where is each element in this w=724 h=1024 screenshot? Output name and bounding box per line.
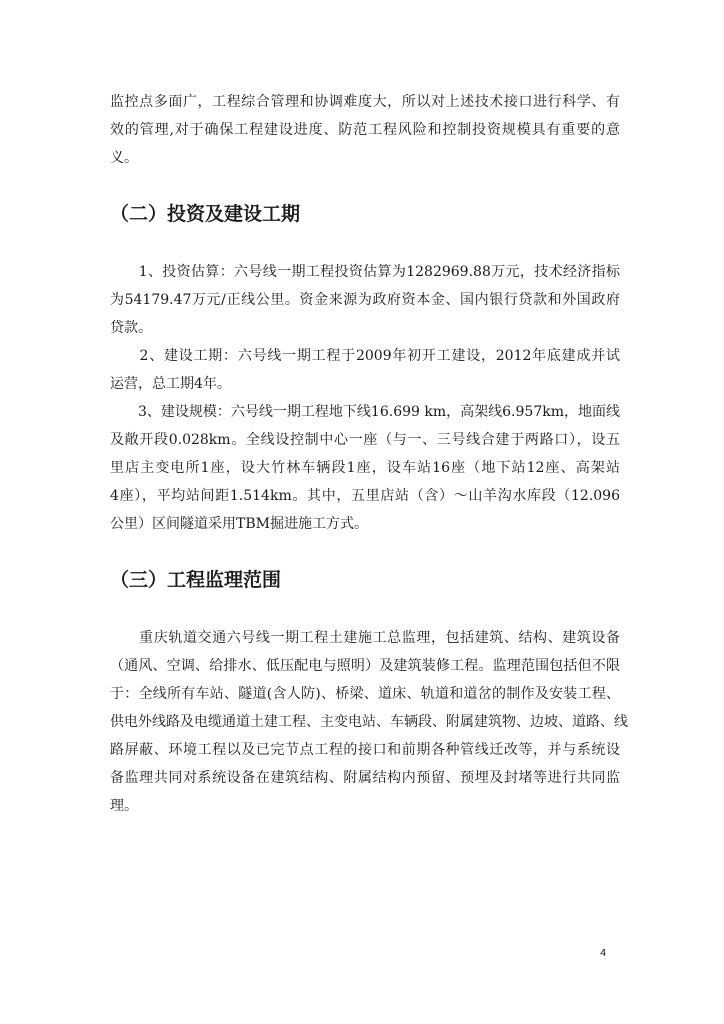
text-line: 及敞开段0.028km。全线设控制中心一座（与一、三号线合建于两路口），设五 xyxy=(110,432,620,448)
paragraph-supervision-scope xyxy=(110,624,628,820)
paragraph-intro xyxy=(110,88,620,172)
text-line: 义。 xyxy=(110,150,138,166)
text-line: 于：全线所有车站、隧道(含人防)、桥梁、道床、轨道和道岔的制作及安装工程、 xyxy=(110,686,620,702)
text-line: 为54179.47万元/正线公里。资金来源为政府资本金、国内银行贷款和外国政府 xyxy=(110,292,620,308)
section-heading-supervision-scope: （三）工程监理范围 xyxy=(110,569,282,591)
section-heading-investment: （二）投资及建设工期 xyxy=(110,203,301,225)
text-line: 2、建设工期：六号线一期工程于2009年初开工建设，2012年底建成并试 xyxy=(110,348,620,364)
text-line: 备监理共同对系统设备在建筑结构、附属结构内预留、预埋及封堵等进行共同监 xyxy=(110,770,620,786)
text-line: 供电外线路及电缆通道土建工程、主变电站、车辆段、附属建筑物、边坡、道路、线 xyxy=(110,714,628,730)
text-line: 4座），平均站间距1.514km。其中，五里店站（含）～山羊沟水库段（12.096 xyxy=(110,488,620,504)
page-number: 4 xyxy=(600,948,607,959)
text-line: 运营，总工期4年。 xyxy=(110,376,231,392)
text-line: 路屏蔽、环境工程以及已完节点工程的接口和前期各种管线迁改等，并与系统设 xyxy=(110,742,620,758)
paragraph-investment-estimate xyxy=(110,258,620,342)
text-line: 贷款。 xyxy=(110,320,152,336)
text-line: 理。 xyxy=(110,798,138,814)
paragraph-construction-scale xyxy=(110,398,620,538)
text-line: 公里）区间隧道采用TBM掘进施工方式。 xyxy=(110,516,368,532)
paragraph-construction-period xyxy=(110,342,620,398)
text-line: 1、投资估算：六号线一期工程投资估算为1282969.88万元，技术经济指标 xyxy=(110,264,620,280)
text-line: 3、建设规模：六号线一期工程地下线16.699 km，高架线6.957km，地面线 xyxy=(110,404,620,420)
text-line: 里店主变电所1座，设大竹林车辆段1座，设车站16座（地下站12座、高架站 xyxy=(110,460,620,476)
text-line: 重庆轨道交通六号线一期工程土建施工总监理，包括建筑、结构、建筑设备 xyxy=(110,630,620,646)
text-line: 监控点多面广，工程综合管理和协调难度大，所以对上述技术接口进行科学、有 xyxy=(110,94,620,110)
text-line: 效的管理,对于确保工程建设进度、防范工程风险和控制投资规模具有重要的意 xyxy=(110,122,620,138)
text-line: （通风、空调、给排水、低压配电与照明）及建筑装修工程。监理范围包括但不限 xyxy=(110,658,620,674)
